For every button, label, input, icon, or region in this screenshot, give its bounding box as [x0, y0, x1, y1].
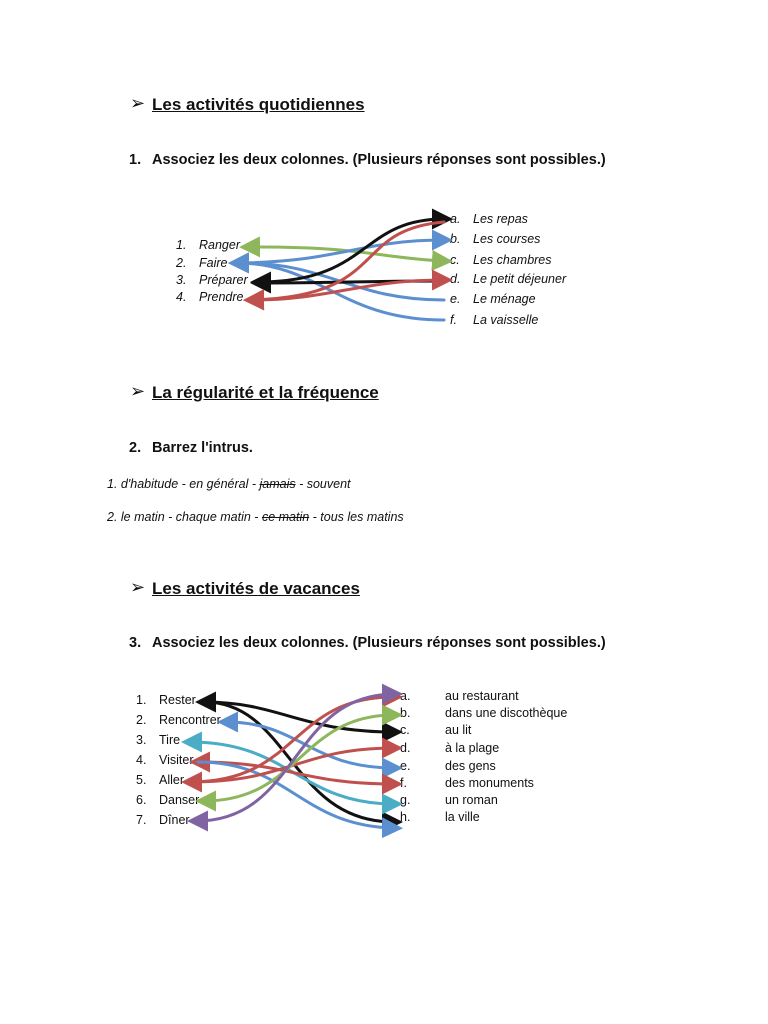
- ex1-right-chambres: Les chambres: [473, 253, 552, 267]
- ex3-left-num: 6.: [136, 793, 147, 807]
- exercise-3-number: 3.: [129, 635, 142, 651]
- section-bullet-icon: ➢: [130, 577, 146, 597]
- ex3-right-letter: c.: [400, 723, 410, 737]
- ex3-left-aller: Aller: [159, 773, 185, 787]
- section-bullet-icon: ➢: [130, 93, 146, 113]
- ex1-left-prendre: Prendre: [199, 290, 244, 304]
- section-title-daily: Les activités quotidiennes: [152, 95, 365, 114]
- ex1-right-letter: c.: [450, 253, 460, 267]
- ex3-right-letter: b.: [400, 706, 411, 720]
- ex3-right-letter: e.: [400, 759, 411, 773]
- ex1-right-courses: Les courses: [473, 232, 541, 246]
- section-title-frequency: La régularité et la fréquence: [152, 383, 379, 402]
- exercise-3-instruction: Associez les deux colonnes. (Plusieurs réponses sont possibles.): [152, 635, 606, 651]
- ex3-left-rencontrer: Rencontrer: [159, 713, 221, 727]
- ex3-left-danser: Danser: [159, 793, 200, 807]
- section-title-holidays: Les activités de vacances: [152, 579, 360, 598]
- ex3-right-plage: à la plage: [445, 741, 500, 755]
- ex1-left-preparer: Préparer: [199, 273, 248, 287]
- ex1-right-letter: b.: [450, 232, 461, 246]
- ex1-left-ranger: Ranger: [199, 238, 240, 252]
- ex3-left-num: 3.: [136, 733, 147, 747]
- exercise-2-instruction: Barrez l'intrus.: [152, 440, 253, 456]
- ex3-left-rester: Rester: [159, 693, 196, 707]
- ex3-link-danser-discotheque: [204, 715, 394, 801]
- ex3-right-discotheque: dans une discothèque: [445, 706, 568, 720]
- ex1-left-num: 1.: [176, 238, 187, 252]
- ex3-right-gens: des gens: [445, 759, 496, 773]
- ex3-right-letter: d.: [400, 741, 411, 755]
- ex2-line-2-options: 2. le matin - chaque matin -: [107, 510, 262, 524]
- exercise-2-number: 2.: [129, 440, 142, 456]
- ex3-left-num: 5.: [136, 773, 147, 787]
- ex2-line-1-struck: jamais: [259, 477, 296, 491]
- ex1-link-ranger-chambres: [248, 247, 444, 261]
- ex1-left-num: 3.: [176, 273, 187, 287]
- ex3-right-lit: au lit: [445, 723, 472, 737]
- ex3-left-diner: Dîner: [159, 813, 190, 827]
- ex2-line-2-rest: - tous les matins: [309, 510, 404, 524]
- ex3-right-restaurant: au restaurant: [445, 689, 519, 703]
- ex1-right-menage: Le ménage: [473, 292, 536, 306]
- ex3-right-roman: un roman: [445, 793, 498, 807]
- ex1-left-num: 2.: [176, 256, 187, 270]
- ex3-left-visiter: Visiter: [159, 753, 194, 767]
- ex3-right-monuments: des monuments: [445, 776, 534, 790]
- ex3-right-ville: la ville: [445, 810, 480, 824]
- ex3-left-num: 2.: [136, 713, 147, 727]
- section-bullet-icon: ➢: [130, 381, 146, 401]
- exercise-1-instruction: Associez les deux colonnes. (Plusieurs réponses sont possibles.): [152, 152, 606, 168]
- ex1-left-num: 4.: [176, 290, 187, 304]
- ex3-right-letter: g.: [400, 793, 411, 807]
- exercise-1-number: 1.: [129, 152, 142, 168]
- ex2-line-1-rest: - souvent: [295, 477, 351, 491]
- ex2-line-1-options: 1. d'habitude - en général -: [107, 477, 260, 491]
- ex1-left-faire: Faire: [199, 256, 228, 270]
- ex1-right-letter: d.: [450, 272, 461, 286]
- ex2-line-2-struck: ce matin: [261, 510, 310, 524]
- ex1-right-petit-dejeuner: Le petit déjeuner: [473, 272, 567, 286]
- ex3-right-letter: f.: [400, 776, 407, 790]
- ex3-left-tire: Tire: [159, 733, 181, 747]
- ex1-right-letter: a.: [450, 212, 461, 226]
- ex1-right-letter: e.: [450, 292, 461, 306]
- ex3-left-num: 4.: [136, 753, 147, 767]
- ex1-right-letter: f.: [450, 313, 457, 327]
- ex3-left-num: 7.: [136, 813, 147, 827]
- ex3-link-aller-restaurant: [190, 697, 394, 782]
- ex1-right-repas: Les repas: [473, 212, 528, 226]
- ex3-right-letter: a.: [400, 689, 411, 703]
- ex3-left-num: 1.: [136, 693, 147, 707]
- ex3-right-letter: h.: [400, 810, 411, 824]
- ex1-right-vaisselle: La vaisselle: [473, 313, 539, 327]
